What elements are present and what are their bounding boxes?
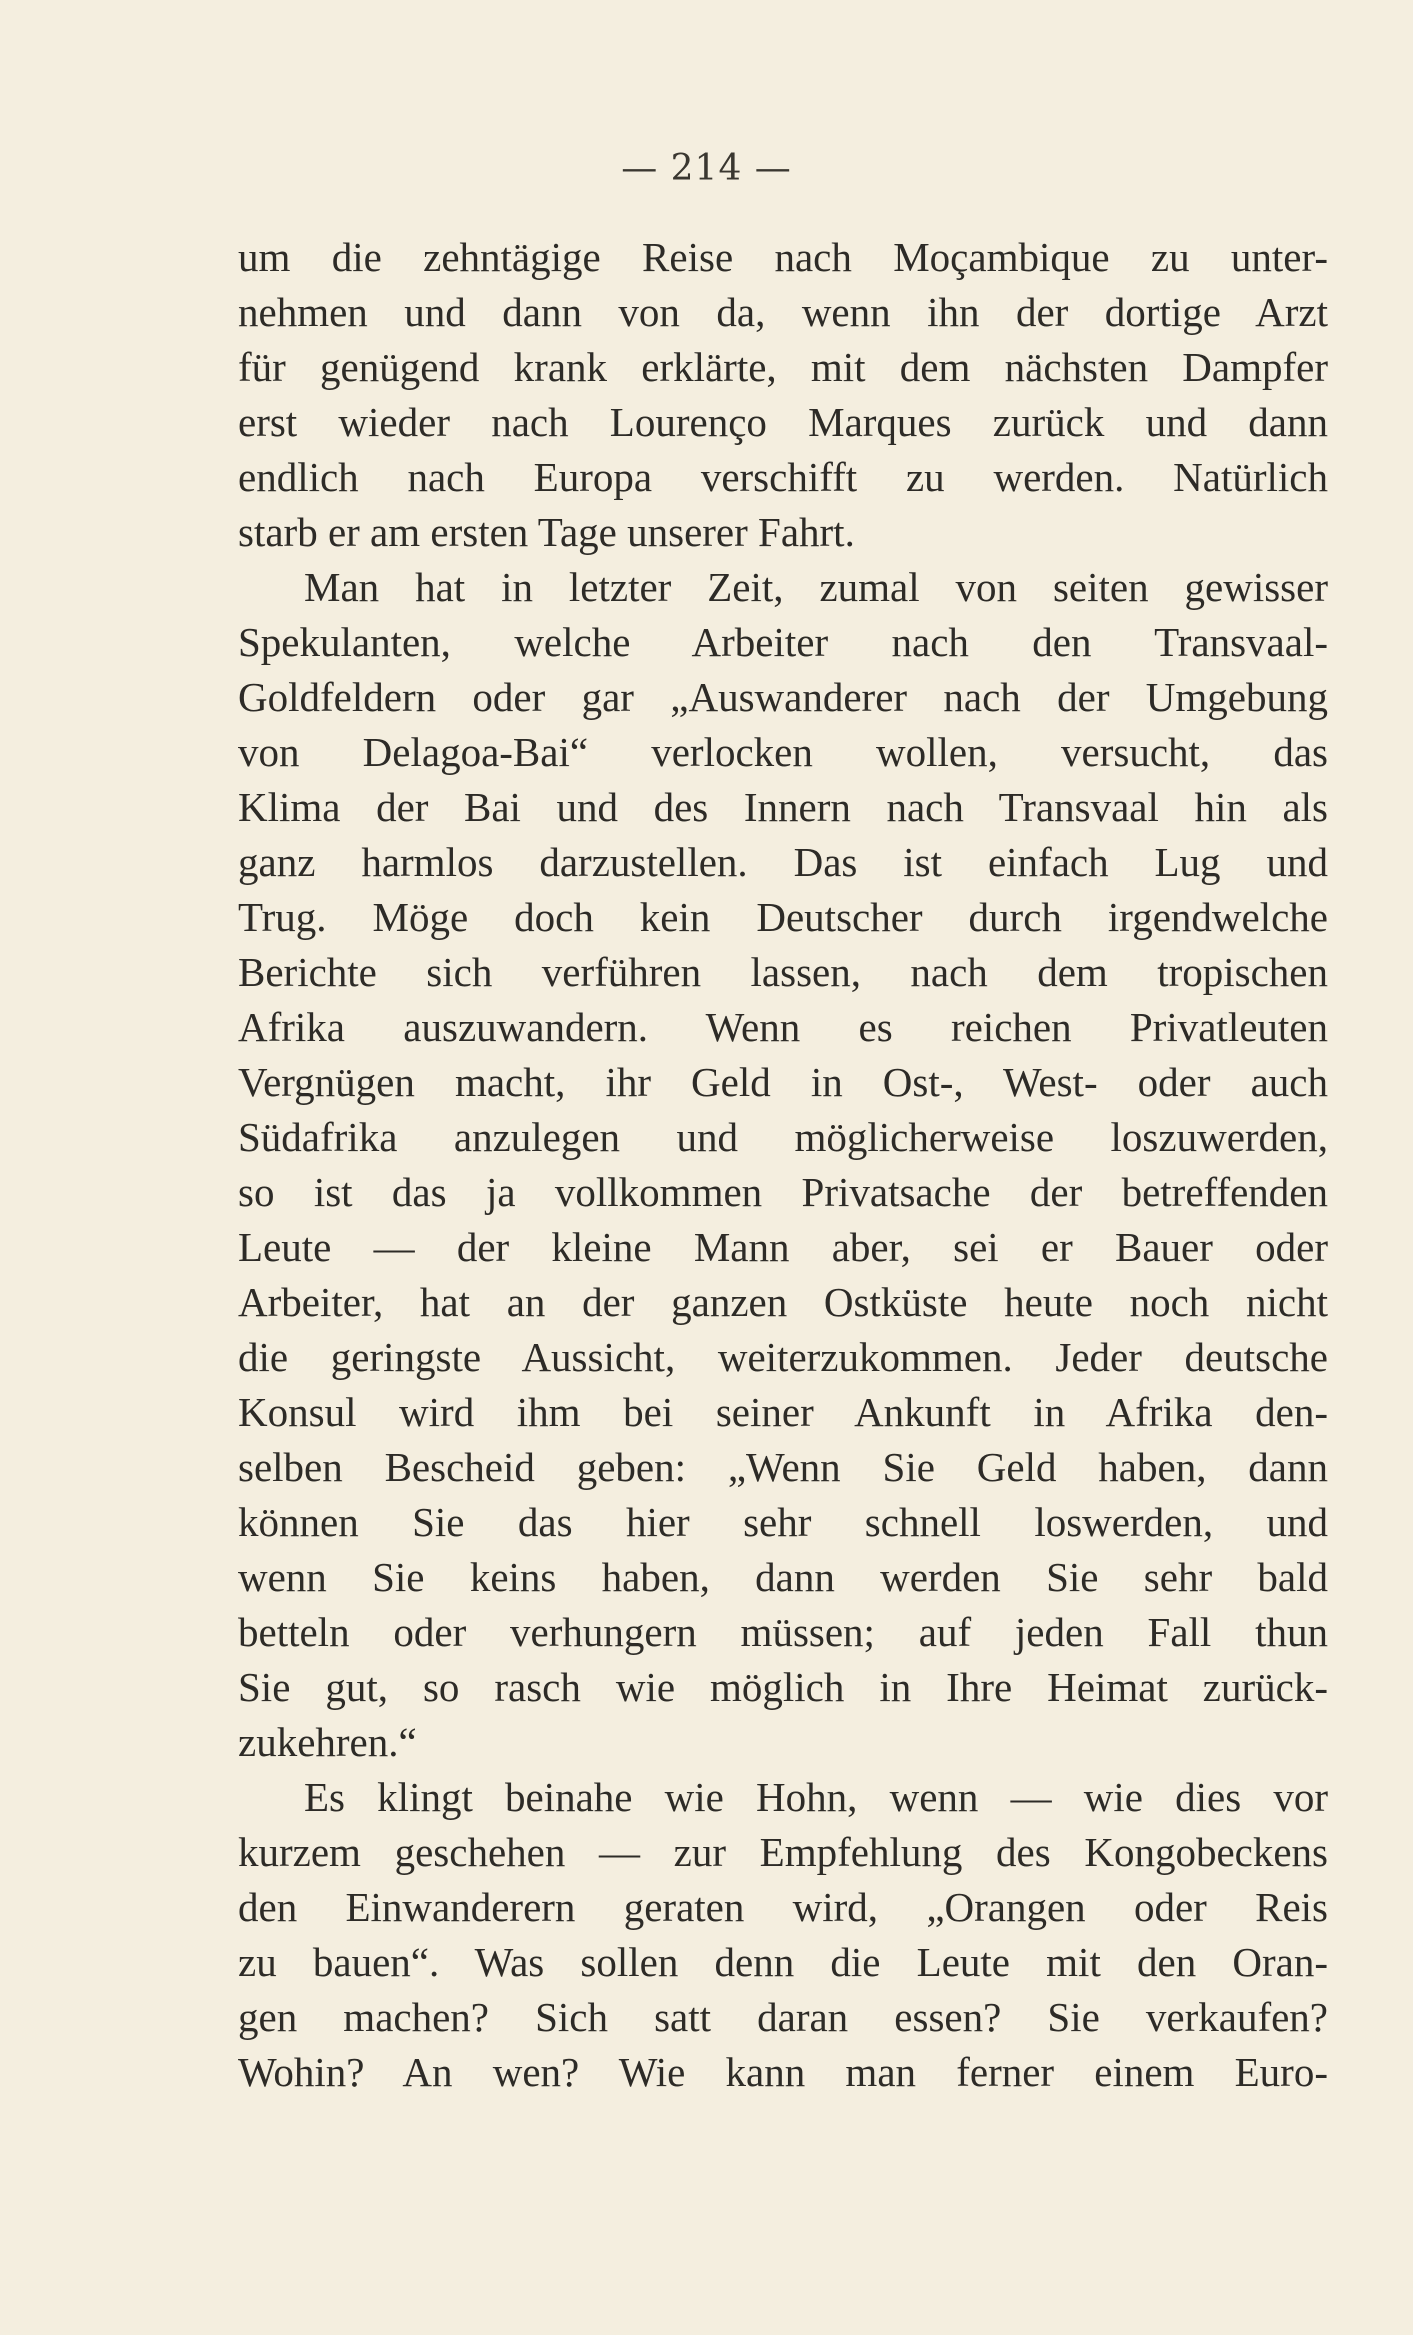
text-line: den Einwanderern geraten wird, „Orangen oder Reis xyxy=(238,1884,1328,1930)
text-line: betteln oder verhungern müssen; auf jeden Fall thun xyxy=(238,1609,1328,1655)
text-line: Konsul wird ihm bei seiner Ankunft in Afrika den- xyxy=(238,1389,1328,1435)
text-line: gen machen? Sich satt daran essen? Sie verkaufen? xyxy=(238,1994,1328,2040)
text-line: Spekulanten, welche Arbeiter nach den Transvaal- xyxy=(238,619,1328,665)
text-line: Arbeiter, hat an der ganzen Ostküste heute noch nicht xyxy=(238,1279,1328,1325)
text-line: erst wieder nach Lourenço Marques zurück und dann xyxy=(238,399,1328,445)
text-line: Afrika auszuwandern. Wenn es reichen Privatleuten xyxy=(238,1004,1328,1050)
text-line: Klima der Bai und des Innern nach Transvaal hin als xyxy=(238,784,1328,830)
text-line: zukehren.“ xyxy=(238,1719,417,1765)
text-line: starb er am ersten Tage unserer Fahrt. xyxy=(238,509,855,555)
text-line: um die zehntägige Reise nach Moçambique zu unter- xyxy=(238,234,1328,280)
text-line: Man hat in letzter Zeit, zumal von seiten gewisser xyxy=(304,564,1328,610)
text-line: Leute — der kleine Mann aber, sei er Bauer oder xyxy=(238,1224,1328,1270)
body-text xyxy=(238,230,1328,2100)
text-line: für genügend krank erklärte, mit dem nächsten Dampfer xyxy=(238,344,1328,390)
text-line: nehmen und dann von da, wenn ihn der dortige Arzt xyxy=(238,289,1328,335)
text-line: Trug. Möge doch kein Deutscher durch irgendwelche xyxy=(238,894,1328,940)
text-line: kurzem geschehen — zur Empfehlung des Kongobeckens xyxy=(238,1829,1328,1875)
text-line: wenn Sie keins haben, dann werden Sie sehr bald xyxy=(238,1554,1328,1600)
text-line: endlich nach Europa verschifft zu werden. Natürlich xyxy=(238,454,1328,500)
text-line: Vergnügen macht, ihr Geld in Ost-, West- oder auch xyxy=(238,1059,1328,1105)
text-line: zu bauen“. Was sollen denn die Leute mit den Oran- xyxy=(238,1939,1328,1985)
text-line: so ist das ja vollkommen Privatsache der betreffenden xyxy=(238,1169,1328,1215)
text-line: Sie gut, so rasch wie möglich in Ihre Heimat zurück- xyxy=(238,1664,1328,1710)
text-line: Berichte sich verführen lassen, nach dem tropischen xyxy=(238,949,1328,995)
text-line: von Delagoa-Bai“ verlocken wollen, versucht, das xyxy=(238,729,1328,775)
text-line: ganz harmlos darzustellen. Das ist einfach Lug und xyxy=(238,839,1328,885)
text-line: selben Bescheid geben: „Wenn Sie Geld haben, dann xyxy=(238,1444,1328,1490)
text-line: Es klingt beinahe wie Hohn, wenn — wie dies vor xyxy=(304,1774,1328,1820)
text-line: die geringste Aussicht, weiterzukommen. Jeder deutsche xyxy=(238,1334,1328,1380)
page-number-header: — 214 — xyxy=(621,148,792,189)
text-line: können Sie das hier sehr schnell loswerden, und xyxy=(238,1499,1328,1545)
text-line: Wohin? An wen? Wie kann man ferner einem Euro- xyxy=(238,2049,1328,2095)
text-line: Goldfeldern oder gar „Auswanderer nach der Umgebung xyxy=(238,674,1328,720)
text-line: Südafrika anzulegen und möglicherweise loszuwerden, xyxy=(238,1114,1328,1160)
